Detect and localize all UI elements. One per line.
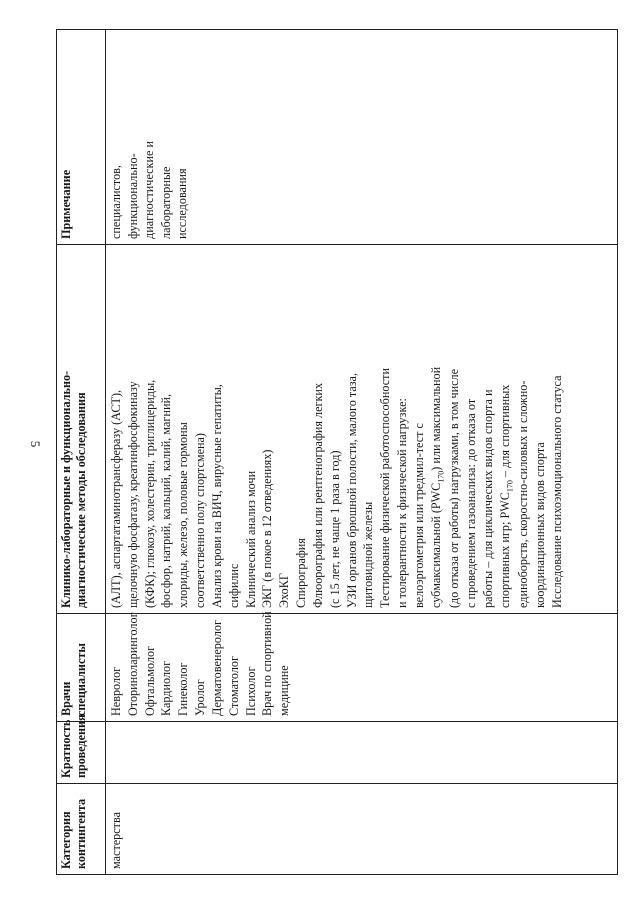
header-notes: Примечание xyxy=(57,30,106,245)
text-line: (с 15 лет, не чаще 1 раза в год) xyxy=(327,450,342,608)
text-line: Стоматолог xyxy=(226,656,241,716)
text-line: лабораторные xyxy=(158,166,173,239)
cell-notes xyxy=(106,30,618,245)
text-line: ЭКГ (в покое в 12 отведениях) xyxy=(260,449,275,608)
text-line: Дерматовенеролог xyxy=(209,620,224,716)
text-line: Офтальмолог xyxy=(142,645,157,716)
text-line: Тестирование физической работоспособности xyxy=(378,367,393,608)
header-category: Категория контингента xyxy=(57,784,106,875)
text-line: Флюорография или рентгенография легких xyxy=(310,382,325,608)
text-line: диагностические и xyxy=(142,141,157,239)
page-number: 5 xyxy=(28,440,43,448)
rotated-table-container xyxy=(56,30,618,875)
cell-category: мастерства xyxy=(106,784,618,875)
text-line: ЭхоКГ xyxy=(277,573,292,608)
text-line: щелочную фосфатазу, креатинфосфокиназу xyxy=(125,381,140,608)
text-line: Клинический анализ мочи xyxy=(243,470,258,608)
text-line: (АЛТ), аспартатаминотрансферазу (АСТ), xyxy=(109,389,123,608)
text-line: велоэргометрия или тредмил-тест с xyxy=(411,423,426,608)
text-line: Оториноларинголог xyxy=(125,612,140,716)
text-line: спортивных игр; $PWC_{170}$ – для спортивных xyxy=(497,384,515,608)
header-doctors: Врачи специалисты xyxy=(57,614,106,722)
text-line: и толерантности к физической нагрузке: xyxy=(395,398,410,608)
text-line: субмаксимальной $(PWC_{170})$ или максимальной xyxy=(428,366,446,608)
text-line: Невролог xyxy=(109,666,123,716)
medical-exam-table xyxy=(56,29,618,875)
header-frequency: Кратность проведения xyxy=(57,722,106,784)
text-line: Анализ крови на ВИЧ, вирусные гепатиты, xyxy=(209,384,224,608)
text-line: Врач по спортивной xyxy=(260,611,275,716)
text-line: фосфор, натрий, кальций, калий, магний, xyxy=(159,393,174,608)
text-line: щитовидной железы xyxy=(361,501,376,608)
text-line: функционально- xyxy=(125,153,140,239)
text-line: Исследование психоэмоционального статуса xyxy=(549,375,564,608)
header-examinations: Клинико-лабораторные и функционально- диагностические методы обследования xyxy=(57,245,106,614)
text-line: Спирография xyxy=(294,538,309,608)
text-line: исследования xyxy=(175,168,190,239)
text-line: соответственно полу спортсмена) xyxy=(193,433,208,608)
text-line: единоборств, скоростно-силовых и сложно- xyxy=(516,380,531,608)
text-line: хлориды, железо, половые гормоны xyxy=(176,422,191,608)
text-line: с проведением газоанализа: до отказа от xyxy=(464,398,479,608)
text-line: Гинеколог xyxy=(176,662,191,716)
text-line: Психолог xyxy=(243,666,258,716)
text-line: Уролог xyxy=(193,679,208,716)
cell-doctors xyxy=(106,611,618,722)
text-line: (до отказа от работы) нагрузками, в том числе xyxy=(447,368,462,608)
table-header-row xyxy=(57,30,106,875)
text-line: сифилис xyxy=(226,563,241,608)
text-line: медицине xyxy=(277,665,292,716)
text-line: координационных видов спорта xyxy=(532,442,547,608)
text-line: Кардиолог xyxy=(159,660,174,716)
cell-frequency xyxy=(106,722,618,784)
cell-examinations xyxy=(106,245,618,614)
text-line: УЗИ органов брюшной полости, малого таза, xyxy=(344,372,359,608)
text-line: специалистов, xyxy=(109,165,123,239)
text-line: работы – для циклических видов спорта и xyxy=(480,389,495,608)
table-row xyxy=(106,30,618,875)
text-line: (КФК); глюкозу, холестерин, триглицериды, xyxy=(142,379,157,608)
